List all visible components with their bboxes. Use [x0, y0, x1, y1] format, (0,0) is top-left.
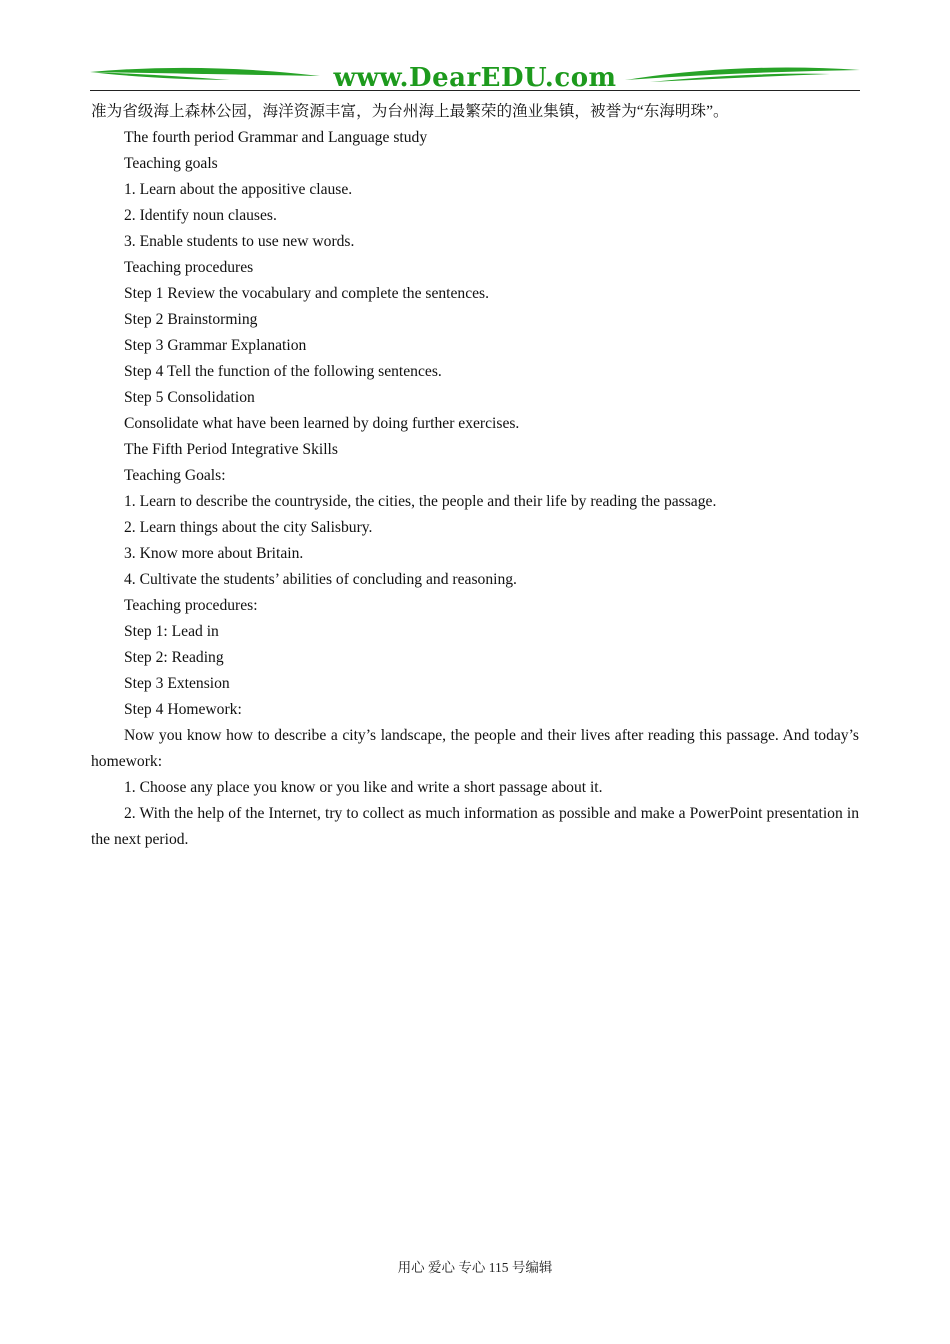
paragraph: Step 4 Tell the function of the following sentences.: [124, 363, 442, 380]
paragraph: Step 2 Brainstorming: [124, 311, 258, 328]
paragraph: 4. Cultivate the students’ abilities of concluding and reasoning.: [124, 571, 517, 588]
paragraph: Teaching procedures:: [124, 597, 258, 614]
paragraph: Teaching goals: [124, 155, 218, 172]
paragraph: Teaching Goals:: [124, 467, 226, 484]
page-footer: 用心 爱心 专心 115 号编辑: [397, 1260, 553, 1275]
paragraph: Step 1 Review the vocabulary and complete the sentences.: [124, 285, 490, 302]
paragraph: 2. With the help of the Internet, try to collect as much information as possible and make a PowerPoint presentation in the next period.: [91, 805, 859, 848]
paragraph: 2. Identify noun clauses.: [124, 207, 277, 224]
paragraph: 2. Learn things about the city Salisbury.: [124, 519, 373, 536]
paragraph: Step 1: Lead in: [124, 623, 219, 640]
paragraph: Teaching procedures: [124, 259, 254, 276]
paragraph: 1. Choose any place you know or you like and write a short passage about it.: [124, 779, 603, 796]
paragraph: Step 4 Homework:: [124, 701, 242, 718]
site-logo[interactable]: www.DearEDU.com: [333, 63, 617, 93]
paragraph: Step 2: Reading: [124, 649, 224, 666]
paragraph: Step 3 Extension: [124, 675, 230, 692]
paragraph: The Fifth Period Integrative Skills: [124, 441, 338, 458]
paragraph: 1. Learn to describe the countryside, the cities, the people and their life by reading the passage.: [124, 493, 717, 510]
document-body: [91, 99, 859, 853]
paragraph: 1. Learn about the appositive clause.: [124, 181, 353, 198]
paragraph: 准为省级海上森林公园，海洋资源丰富，为台州海上最繁荣的渔业集镇，被誉为“东海明珠”。: [91, 103, 729, 120]
paragraph: 3. Know more about Britain.: [124, 545, 304, 562]
paragraph: Step 5 Consolidation: [124, 389, 255, 406]
paragraph: Now you know how to describe a city’s landscape, the people and their lives after reading this passage. And today’s homework:: [91, 727, 859, 770]
header-rule: [90, 90, 860, 91]
paragraph: Consolidate what have been learned by doing further exercises.: [124, 415, 520, 432]
paragraph: 3. Enable students to use new words.: [124, 233, 355, 250]
paragraph: Step 3 Grammar Explanation: [124, 337, 307, 354]
paragraph: The fourth period Grammar and Language study: [124, 129, 428, 146]
site-header: [90, 60, 860, 94]
